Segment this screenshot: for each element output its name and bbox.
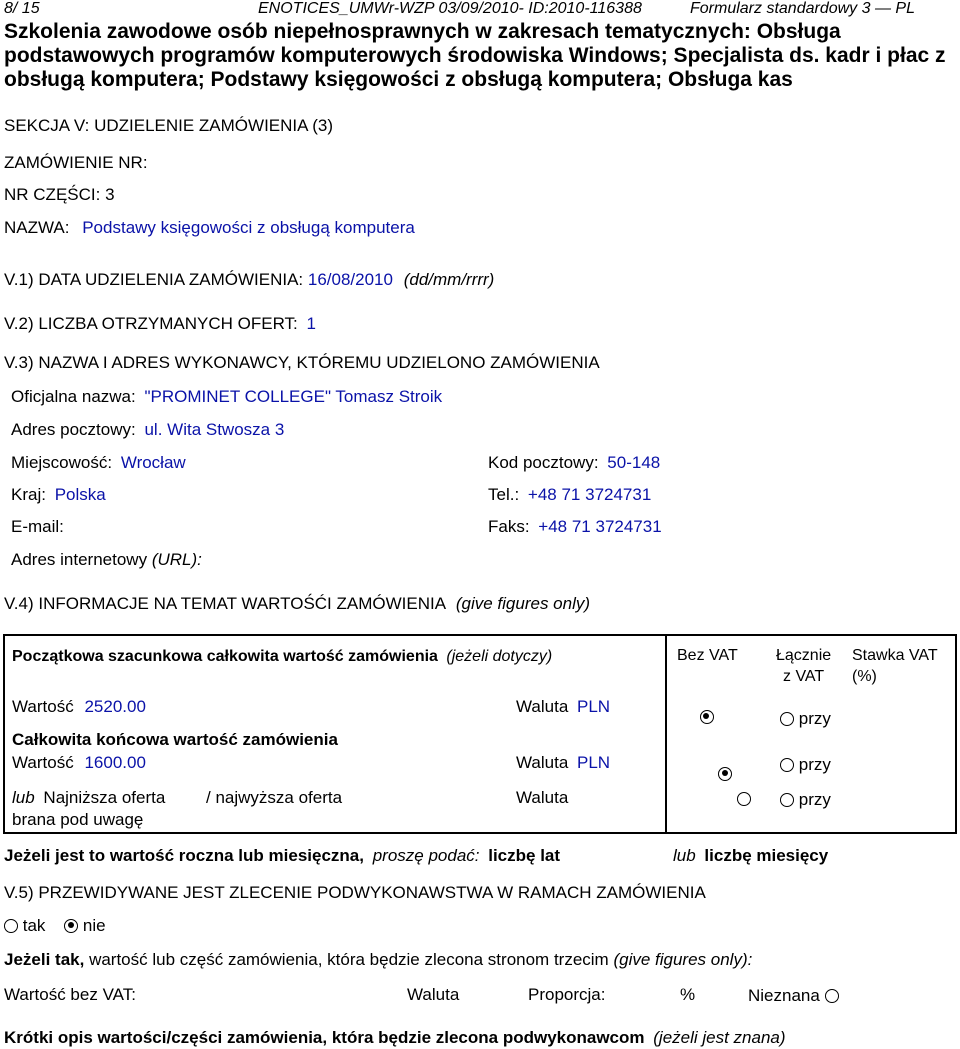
- order-number-label: ZAMÓWIENIE NR:: [4, 153, 148, 172]
- final-lacznie-radio[interactable]: [780, 758, 794, 772]
- final-currency-value: PLN: [577, 753, 611, 772]
- months-label: liczbę miesięcy: [704, 846, 829, 865]
- part-number-label: NR CZĘŚCI:: [4, 185, 101, 204]
- official-name-row: [11, 387, 442, 407]
- url-suffix: (URL):: [151, 550, 202, 569]
- city-label: Miejscowość:: [11, 453, 113, 472]
- lowest-offer-label-2: brana pod uwagę: [12, 810, 144, 829]
- url-label: Adres internetowy: [11, 550, 148, 569]
- table-divider: [665, 636, 667, 832]
- highest-offer-label: / najwyższa oferta: [206, 788, 343, 807]
- col-bez-vat: Bez VAT: [677, 647, 738, 664]
- offer-lacznie-option: [780, 790, 831, 810]
- subcontracting-options: [4, 916, 106, 936]
- col-lacznie: Łącznie: [776, 647, 832, 664]
- offer-lacznie-radio[interactable]: [780, 793, 794, 807]
- years-label: liczbę lat: [488, 846, 561, 865]
- lub-label: lub: [673, 846, 696, 865]
- postal-code-row: [488, 453, 660, 473]
- postal-address-value: ul. Wita Stwosza 3: [144, 420, 285, 439]
- initial-value-label: Początkowa szacunkowa całkowita wartość zamówienia: [12, 648, 438, 665]
- initial-value-amount: 2520.00: [84, 697, 146, 716]
- value-label: Wartość: [12, 753, 74, 772]
- award-date-label: V.1) DATA UDZIELENIA ZAMÓWIENIA:: [4, 270, 304, 289]
- subcontracting-heading: V.5) PRZEWIDYWANE JEST ZLECENIE PODWYKONAWSTWA W RAMACH ZAMÓWIENIA: [4, 883, 706, 902]
- if-yes-row: [4, 950, 752, 970]
- final-value-amount: 1600.00: [84, 753, 146, 772]
- subcontract-value-label: Wartość bez VAT:: [4, 985, 136, 1004]
- city-row: [11, 453, 186, 473]
- url-row: [11, 550, 202, 570]
- if-yes-label: Jeżeli tak,: [4, 950, 85, 969]
- tak-label: tak: [22, 916, 46, 935]
- subcontract-currency-label: Waluta: [407, 985, 460, 1004]
- annual-value-label: Jeżeli jest to wartość roczna lub miesięczna,: [4, 846, 364, 865]
- if-yes-note: (give figures only):: [613, 950, 753, 969]
- name-value: Podstawy księgowości z obsługą komputera: [82, 218, 415, 237]
- award-date-row: [4, 270, 494, 290]
- tak-radio[interactable]: [4, 919, 18, 933]
- phone-label: Tel.:: [488, 485, 520, 504]
- postal-code-value: 50-148: [607, 453, 661, 472]
- official-name-value: "PROMINET COLLEGE" Tomasz Stroik: [144, 387, 443, 406]
- lowest-offer-row: [12, 788, 165, 808]
- short-description-note: (jeżeli jest znana): [653, 1028, 786, 1047]
- percent-label: %: [680, 985, 696, 1004]
- phone-row: [488, 485, 651, 505]
- annual-value-row: [4, 846, 560, 866]
- proportion-label: Proporcja:: [528, 985, 606, 1004]
- nie-radio[interactable]: [64, 919, 78, 933]
- final-currency-row: [516, 753, 610, 773]
- lub-label: lub: [12, 788, 35, 807]
- award-date-value: 16/08/2010: [307, 270, 393, 289]
- initial-value-heading: [12, 648, 552, 666]
- initial-bez-vat-radio[interactable]: [700, 710, 714, 724]
- offer-currency-label: Waluta: [516, 788, 569, 807]
- unknown-option: [748, 986, 839, 1006]
- initial-value-note: (jeżeli dotyczy): [446, 648, 553, 665]
- postal-address-label: Adres pocztowy:: [11, 420, 136, 439]
- final-lacznie-option: [780, 755, 831, 775]
- initial-currency-row: [516, 697, 610, 717]
- postal-address-row: [11, 420, 284, 440]
- value-info-label: V.4) INFORMACJE NA TEMAT WARTOŚĆI ZAMÓWIENIA: [4, 594, 446, 613]
- currency-label: Waluta: [516, 753, 569, 772]
- initial-currency-value: PLN: [577, 697, 611, 716]
- fax-label: Faks:: [488, 517, 530, 536]
- page-number: 8/ 15: [4, 0, 40, 17]
- unknown-label: Nieznana: [748, 986, 820, 1005]
- initial-lacznie-option: [780, 709, 831, 729]
- city-value: Wrocław: [120, 453, 186, 472]
- official-name-label: Oficjalna nazwa:: [11, 387, 136, 406]
- lowest-offer-label: Najniższa oferta: [43, 788, 166, 807]
- contract-title: Szkolenia zawodowe osób niepełnosprawnych w zakresach tematycznych: Obsługa podstawowych programów komputerowych środowiska Windows; Specjalista ds. kadr i płac z obsługą komputera; Podstawy księgowości z obsługą komputera; Obsługa kas: [4, 20, 946, 91]
- col-z-vat: z VAT: [783, 668, 825, 685]
- initial-lacznie-radio[interactable]: [780, 712, 794, 726]
- offers-count-label: V.2) LICZBA OTRZYMANYCH OFERT:: [4, 314, 298, 333]
- part-number-row: [4, 185, 115, 205]
- offers-count-value: 1: [306, 314, 316, 333]
- email-label: E-mail:: [11, 517, 64, 536]
- currency-label: Waluta: [516, 697, 569, 716]
- phone-value: +48 71 3724731: [527, 485, 652, 504]
- if-yes-text: wartość lub część zamówienia, która będzie zlecona stronom trzecim: [89, 950, 609, 969]
- annual-value-note: proszę podać:: [372, 846, 480, 865]
- fax-value: +48 71 3724731: [538, 517, 662, 536]
- col-stawka-pct: (%): [852, 668, 877, 685]
- short-description-label: Krótki opis wartości/części zamówienia, która będzie zlecona podwykonawcom: [4, 1028, 645, 1047]
- name-row: [4, 218, 415, 238]
- country-label: Kraj:: [11, 485, 46, 504]
- contractor-heading: V.3) NAZWA I ADRES WYKONAWCY, KTÓREMU UDZIELONO ZAMÓWIENIA: [4, 353, 600, 372]
- offers-count-row: [4, 314, 316, 334]
- final-value-heading: Całkowita końcowa wartość zamówienia: [12, 730, 338, 749]
- value-info-heading: [4, 594, 590, 614]
- name-label: NAZWA:: [4, 218, 70, 237]
- final-przy-label: przy: [798, 755, 831, 774]
- final-value-row: [12, 753, 146, 773]
- postal-code-label: Kod pocztowy:: [488, 453, 599, 472]
- months-row: [673, 846, 828, 866]
- nie-label: nie: [82, 916, 106, 935]
- initial-przy-label: przy: [798, 709, 831, 728]
- section-heading: SEKCJA V: UDZIELENIE ZAMÓWIENIA (3): [4, 116, 334, 135]
- unknown-radio[interactable]: [825, 989, 839, 1003]
- fax-row: [488, 517, 662, 537]
- value-label: Wartość: [12, 697, 74, 716]
- offer-bez-vat-radio[interactable]: [737, 792, 751, 806]
- country-row: [11, 485, 106, 505]
- part-number-value: 3: [105, 185, 115, 204]
- document-id: ENOTICES_UMWr-WZP 03/09/2010- ID:2010-116388: [258, 0, 642, 17]
- country-value: Polska: [54, 485, 106, 504]
- date-format: (dd/mm/rrrr): [403, 270, 495, 289]
- value-info-note: (give figures only): [455, 594, 591, 613]
- offer-przy-label: przy: [798, 790, 831, 809]
- initial-value-row: [12, 697, 146, 717]
- form-type: Formularz standardowy 3 — PL: [690, 0, 915, 17]
- col-stawka: Stawka VAT: [852, 647, 938, 664]
- short-description-row: [4, 1028, 786, 1048]
